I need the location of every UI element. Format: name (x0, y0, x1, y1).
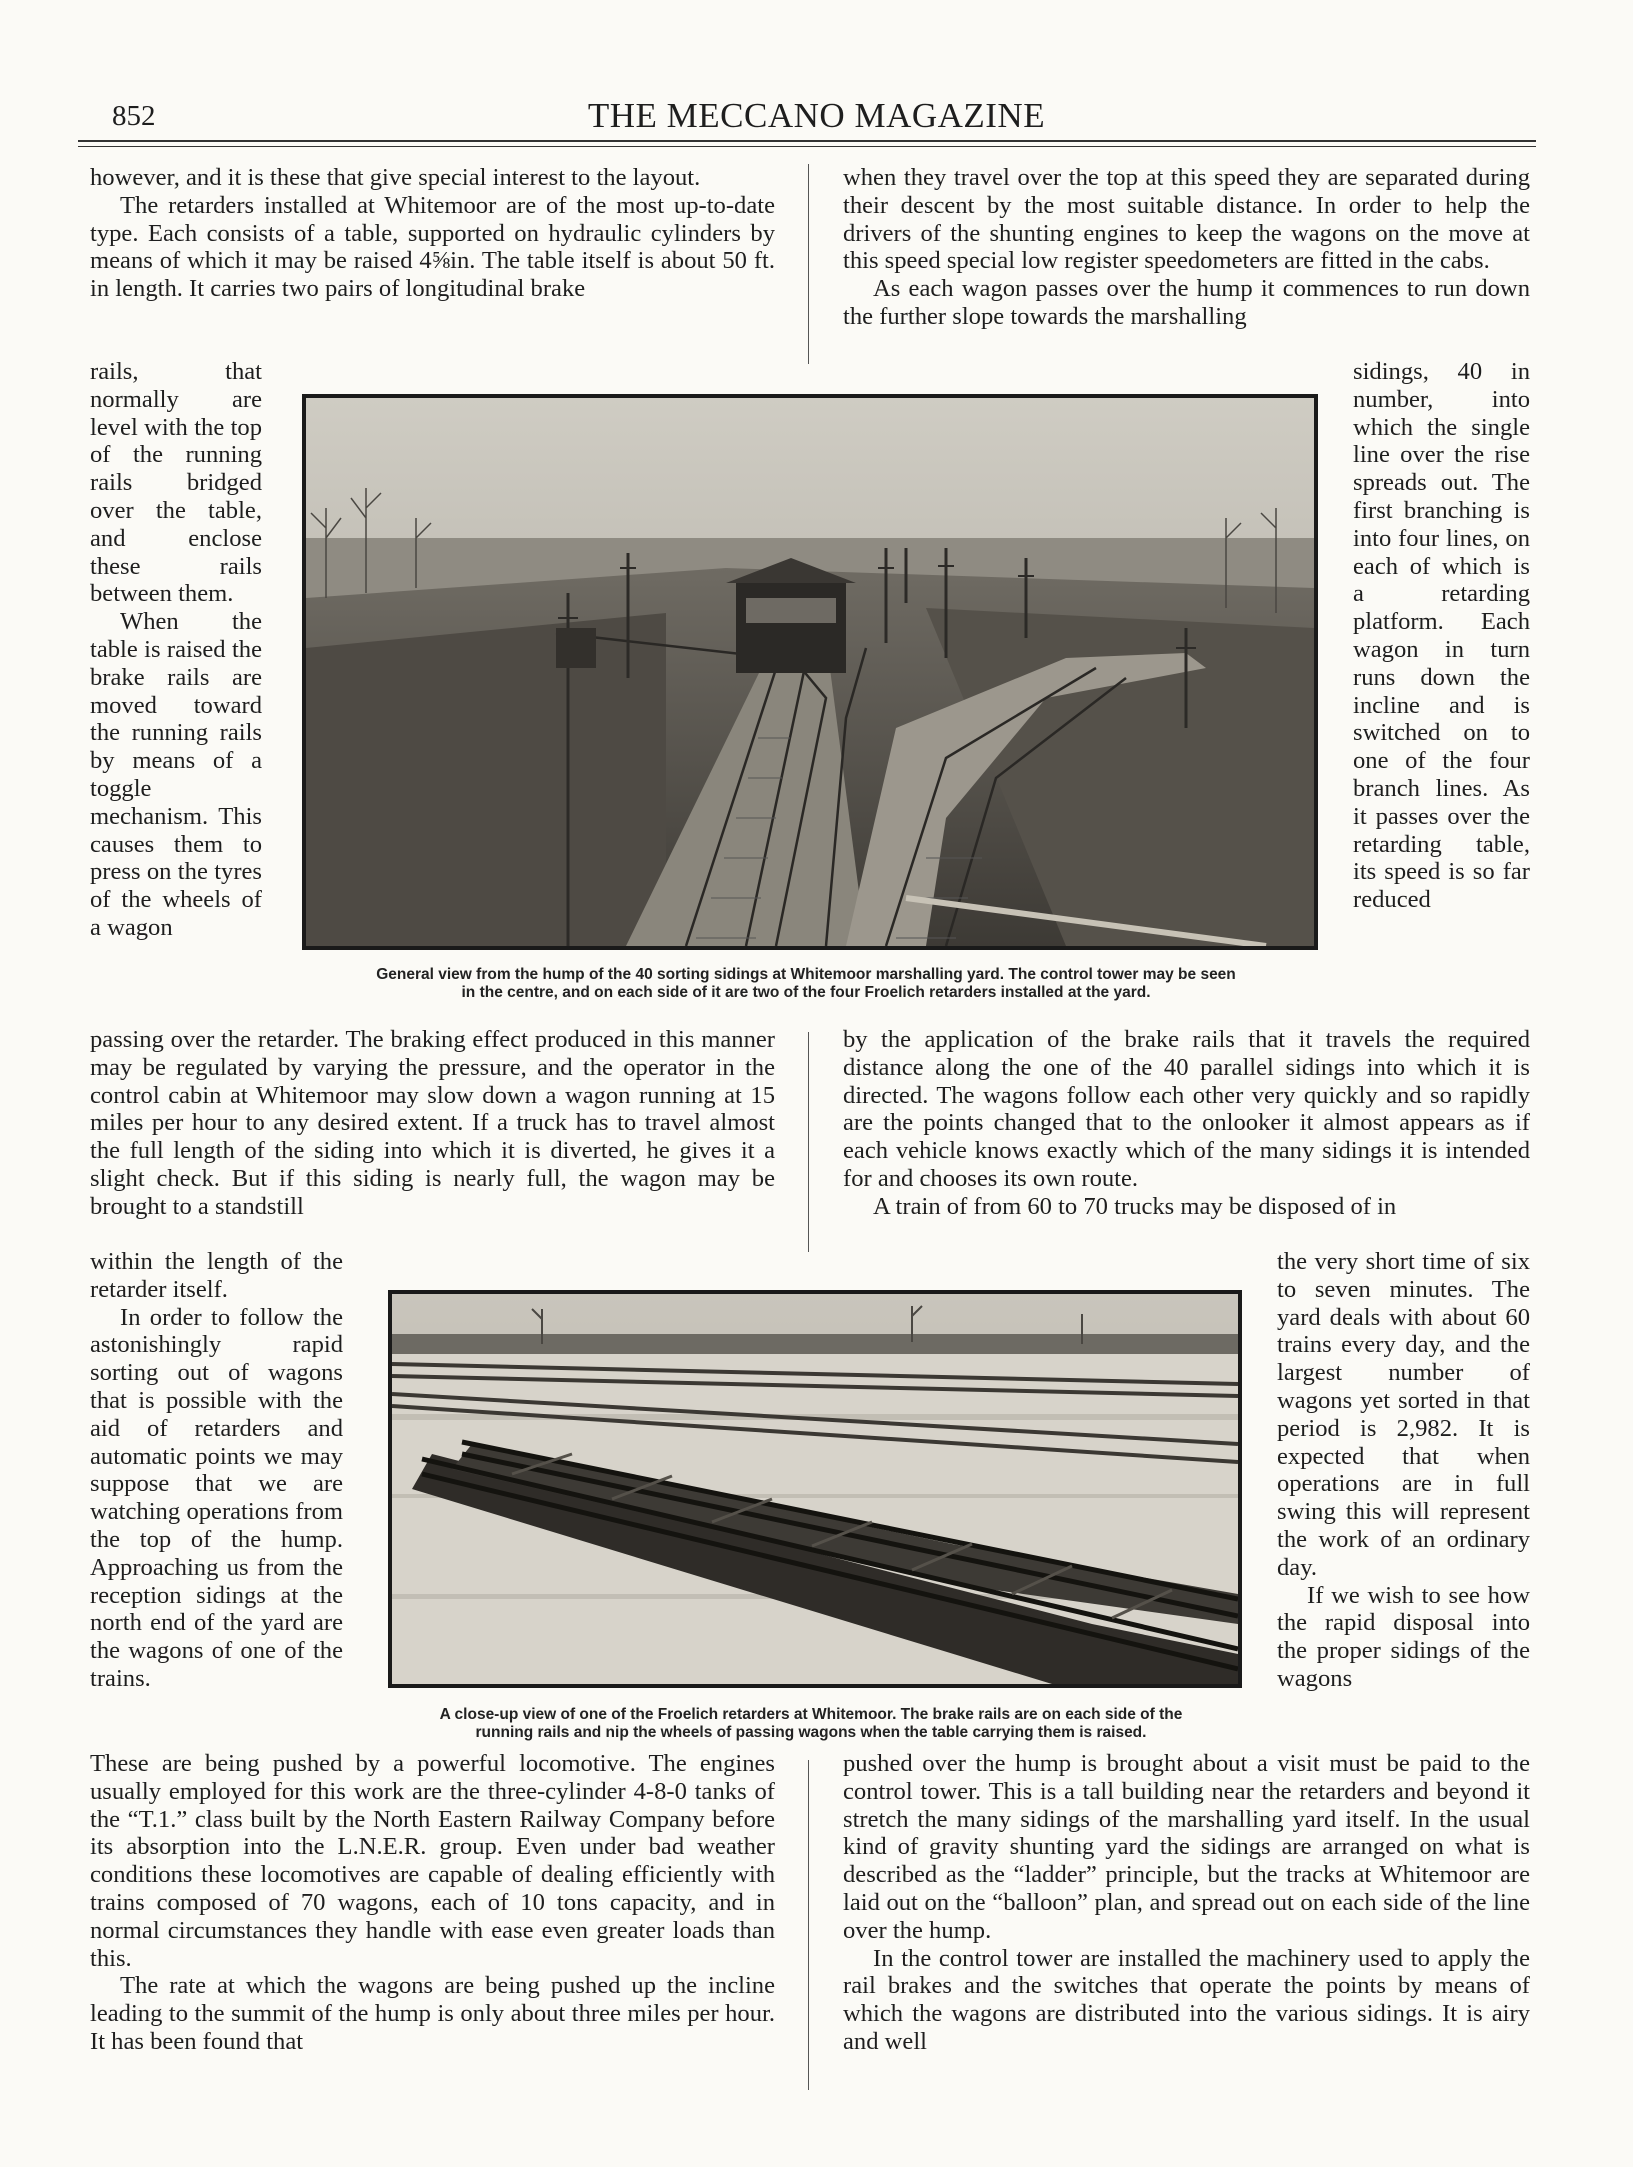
right-column-bottom (843, 1750, 1530, 2056)
column-divider (808, 164, 809, 364)
paragraph: pushed over the hump is brought about a visit must be paid to the control tower. This is a tall building near the retarders and beyond it stretch the many sidings of the marshalling yard itself. In the usual kind of gravity shunting yard the sidings are arranged on what is described as the “ladder” principle, but the tracks at Whitemoor are laid out on the “balloon” plan, and spread out on each side of the line over the hump. (843, 1750, 1530, 1944)
retarder-illustration (392, 1294, 1238, 1684)
right-column-top (843, 164, 1530, 331)
magazine-title: THE MECCANO MAGAZINE (587, 96, 1046, 135)
page-number: 852 (112, 100, 156, 132)
caption-line: in the centre, and on each side of it are two of the four Froelich retarders installed at the yard. (461, 984, 1151, 1001)
caption-line: General view from the hump of the 40 sorting sidings at Whitemoor marshalling yard. The control tower may be seen (376, 966, 1236, 983)
right-column-middle (843, 1026, 1530, 1221)
column-divider (808, 1760, 809, 2090)
paragraph: The retarders installed at Whitemoor are of the most up-to-date type. Each consists of a table, supported on hydraulic cylinders by means of which it may be raised 4⅝in. The table itself is about 50 ft. in length. It carries two pairs of longitudinal brake (90, 191, 775, 303)
photo-caption-1 (302, 966, 1310, 1002)
paragraph: however, and it is these that give special interest to the layout. (90, 164, 701, 191)
header-rule-thin (78, 146, 1536, 147)
caption-line: A close-up view of one of the Froelich retarders at Whitemoor. The brake rails are on each side of the (439, 1706, 1183, 1723)
yard-view-illustration (306, 398, 1314, 946)
photo-caption-2 (370, 1706, 1252, 1742)
right-narrow-column-2 (1277, 1248, 1530, 1693)
paragraph: when they travel over the top at this speed they are separated during their descent by the most suitable distance. In order to help the drivers of the shunting engines to keep the wagons on the move at this speed special low register speedometers are fitted in the cabs. (843, 164, 1530, 275)
paragraph: within the length of the retarder itself. (90, 1248, 343, 1303)
paragraph: The rate at which the wagons are being pushed up the incline leading to the summit of the hump is only about three miles per hour. It has been found that (90, 1972, 775, 2055)
paragraph: passing over the retarder. The braking effect produced in this manner may be regulated by varying the pressure, and the operator in the control cabin at Whitemoor may slow down a wagon running at 15 miles per hour to any desired extent. If a truck has to travel almost the full length of the siding into which it is diverted, he gives it a slight check. But if this siding is nearly full, the wagon may be brought to a standstill (90, 1026, 775, 1220)
paragraph: the very short time of six to seven minutes. The yard deals with about 60 trains every day, and the largest number of wagons yet sorted in that period is 2,982. It is expected that when operations are in full swing this will represent the work of an ordinary day. (1277, 1248, 1530, 1581)
left-narrow-column-1 (90, 358, 262, 942)
paragraph: As each wagon passes over the hump it commences to run down the further slope towards the marshalling (843, 275, 1530, 330)
photo-marshalling-yard (302, 394, 1318, 950)
caption-line: running rails and nip the wheels of passing wagons when the table carrying them is raised. (475, 1724, 1147, 1741)
left-column-middle (90, 1026, 775, 1221)
paragraph: These are being pushed by a powerful locomotive. The engines usually employed for this work are the three-cylinder 4-8-0 tanks of the “T.1.” class built by the North Eastern Railway Company before its absorption into the L.N.E.R. group. Even under bad weather conditions these locomotives are capable of dealing efficiently with trains composed of 70 wagons, each of 10 tons capacity, and in normal circumstances they handle with ease even greater loads than this. (90, 1750, 775, 1972)
paragraph: by the application of the brake rails that it travels the required distance along the one of the 40 parallel sidings into which it is directed. The wagons follow each other very quickly and so rapidly are the points changed that to the onlooker it almost appears as if each vehicle knows exactly which of the many sidings it is intended for and chooses its own route. (843, 1026, 1530, 1192)
paragraph: If we wish to see how the rapid disposal into the proper sidings of the wagons (1277, 1581, 1530, 1692)
paragraph: When the table is raised the brake rails are moved toward the running rails by means of a toggle mechanism. This causes them to press on the tyres of the wheels of a wagon (90, 608, 262, 941)
left-column-bottom (90, 1750, 775, 2056)
paragraph: sidings, 40 in number, into which the single line over the rise spreads out. The first branching is into four lines, on each of which is a retarding platform. Each wagon in turn runs down the incline and is switched on to one of the four branch lines. As it passes over the retarding table, its speed is so far reduced (1353, 358, 1530, 914)
right-narrow-column-1 (1353, 358, 1530, 914)
column-divider (808, 1032, 809, 1252)
paragraph: rails, that normally are level with the top of the running rails bridged over the table, and enclose these rails between them. (90, 358, 262, 608)
paragraph: In order to follow the astonishingly rapid sorting out of wagons that is possible with the aid of retarders and automatic points we may suppose that we are watching operations from the top of the hump. Approaching us from the reception sidings at the north end of the yard are the wagons of one of the trains. (90, 1303, 343, 1692)
left-narrow-column-2 (90, 1248, 343, 1693)
photo-froelich-retarder (388, 1290, 1242, 1688)
left-column-top (90, 164, 775, 303)
paragraph: In the control tower are installed the machinery used to apply the rail brakes and the switches that operate the points by means of which the wagons are distributed into the various sidings. It is airy and well (843, 1944, 1530, 2055)
header-rule (78, 140, 1536, 142)
paragraph: A train of from 60 to 70 trucks may be disposed of in (873, 1192, 1397, 1220)
